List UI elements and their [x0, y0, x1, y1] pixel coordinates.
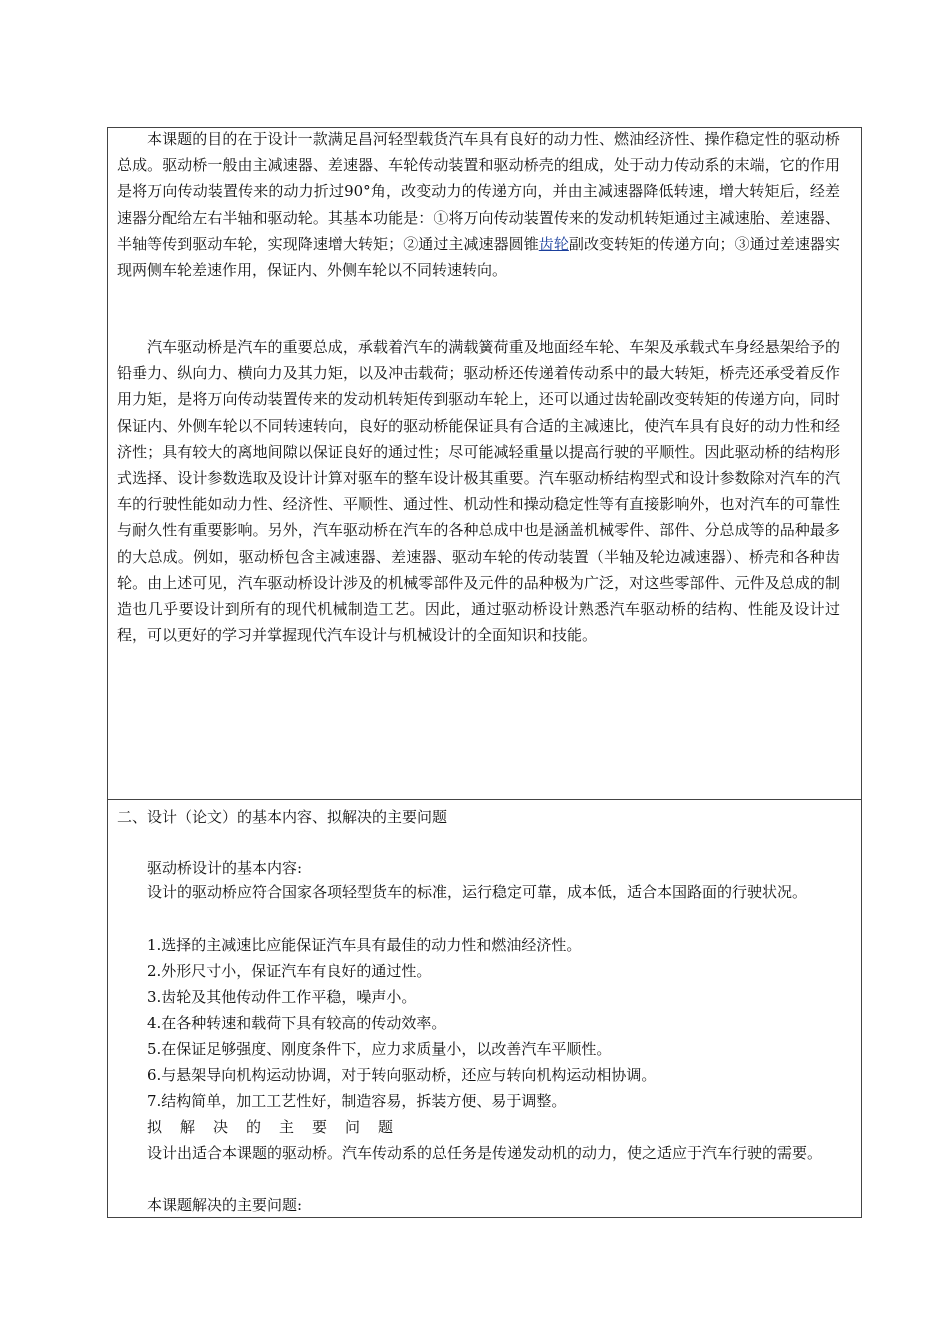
content-intro: 设计的驱动桥应符合国家各项轻型货车的标准，运行稳定可靠，成本低，适合本国路面的行驶状况。 [147, 883, 808, 901]
section-two-heading: 二、设计（论文）的基本内容、拟解决的主要问题 [117, 808, 448, 826]
paragraph-purpose-text-b: 副改变转矩的传递方向；③通过差速器实现两侧车轮差速作用，保证内、外侧车轮以不同转速转向。 [117, 234, 840, 280]
list-item: 1.选择的主减速比应能保证汽车具有最佳的动力性和燃油经济性。 [147, 936, 582, 954]
problems-title: 拟解决的主要问题 [147, 1118, 412, 1136]
paragraph-importance: 汽车驱动桥是汽车的重要总成，承载着汽车的满载簧荷重及地面经车轮、车架及承载式车身经悬架给予的铅垂力、纵向力、横向力及其力矩，以及冲击载荷；驱动桥还传递着传动系中的最大转矩，桥壳还承受着反作用力矩，是将万向传动装置传来的发动机转矩传到驱动车轮上，还可以通过齿轮副改变转矩的传递方向，同时保证内、外侧车轮以不同转速转向，良好的驱动桥能保证具有合适的主减速比，使汽车具有良好的动力性和经济性；具有较大的离地间隙以保证良好的通过性；尽可能减轻重量以提高行驶的平顺性。因此驱动桥的结构形式选择、设计参数选取及设计计算对驱车的整车设计极其重要。汽车驱动桥结构型式和设计参数除对汽车的汽车的行驶性能如动力性、经济性、平顺性、通过性、机动性和操动稳定性等有直接影响外，也对汽车的可靠性与耐久性有重要影响。另外，汽车驱动桥在汽车的各种总成中也是涵盖机械零件、部件、分总成等的品种最多的大总成。例如，驱动桥包含主减速器、差速器、驱动车轮的传动装置（半轴及轮边减速器）、桥壳和各种齿轮。由上述可见，汽车驱动桥设计涉及的机械零部件及元件的品种极为广泛，对这些零部件、元件及总成的制造也几乎要设计到所有的现代机械制造工艺。因此，通过驱动桥设计熟悉汽车驱动桥的结构、性能及设计过程，可以更好的学习并掌握现代汽车设计与机械设计的全面知识和技能。 [117, 338, 840, 645]
list-item: 4.在各种转速和载荷下具有较高的传动效率。 [147, 1014, 447, 1032]
list-item: 2.外形尺寸小，保证汽车有良好的通过性。 [147, 962, 432, 980]
list-item: 5.在保证足够强度、刚度条件下，应力求质量小，以改善汽车平顺性。 [147, 1040, 612, 1058]
list-item: 7.结构简单，加工工艺性好，制造容易，拆装方便、易于调整。 [147, 1092, 567, 1110]
paragraph-purpose-text-a: 本课题的目的在于设计一款满足昌河轻型载货汽车具有良好的动力性、燃油经济性、操作稳定性的驱动桥总成。驱动桥一般由主减速器、差速器、车轮传动装置和驱动桥壳的组成，处于动力传动系的末端，它的作用是将万向传动装置传来的动力折过90°角，改变动力的传递方向，并由主减速器降低转速，增大转矩后，经差速器分配给左右半轴和驱动轮。其基本功能是：①将万向传动装置传来的发动机转矩通过主减速胎、差速器、半轴等传到驱动车轮，实现降速增大转矩；②通过主减速器圆锥 [117, 130, 840, 253]
main-problems-label: 本课题解决的主要问题: [147, 1196, 303, 1214]
content-title: 驱动桥设计的基本内容: [147, 859, 303, 877]
problems-text: 设计出适合本课题的驱动桥。汽车传动系的总任务是传递发动机的动力，使之适应于汽车行驶的需要。 [147, 1144, 823, 1162]
row-divider [107, 799, 862, 800]
paragraph-purpose [117, 126, 840, 283]
list-item: 6.与悬架导向机构运动协调，对于转向驱动桥，还应与转向机构运动相协调。 [147, 1066, 657, 1084]
gear-link[interactable]: 齿轮 [538, 234, 569, 253]
list-item: 3.齿轮及其他传动件工作平稳，噪声小。 [147, 988, 417, 1006]
